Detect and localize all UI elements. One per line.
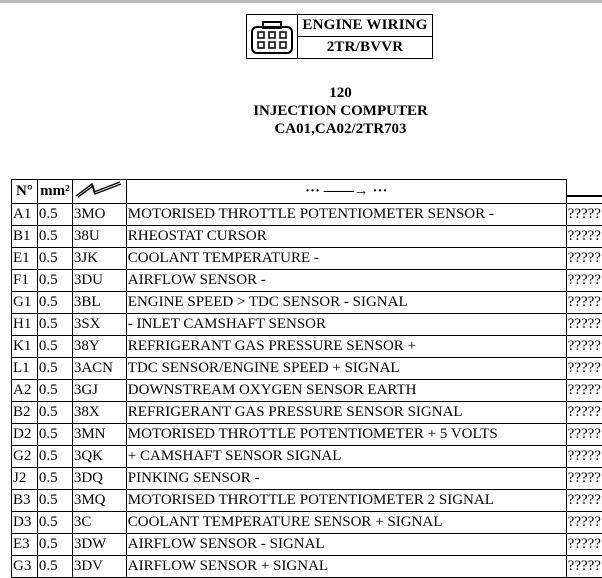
function-cell: REFRIGERANT GAS PRESSURE SENSOR SIGNAL [126,402,566,424]
function-cell: REFRIGERANT GAS PRESSURE SENSOR + [126,336,566,358]
wire-cell: 38Y [72,336,126,358]
col-header-function: ··· ——→ ··· [126,180,566,204]
function-cell: DOWNSTREAM OXYGEN SENSOR EARTH [126,380,566,402]
table-row [12,446,602,468]
function-cell: + CAMSHAFT SENSOR SIGNAL [126,446,566,468]
destination-cell: ????? [566,490,602,512]
wire-cell: 3QK [72,446,126,468]
function-cell: MOTORISED THROTTLE POTENTIOMETER SENSOR - [126,204,566,226]
destination-cell: ????? [566,292,602,314]
pin-cell: A2 [12,380,38,402]
table-row [12,512,602,534]
col-header-section: mm² [37,180,72,204]
section-cell: 0.5 [37,468,72,490]
destination-cell: ????? [566,446,602,468]
section-cell: 0.5 [37,380,72,402]
section-cell: 0.5 [37,402,72,424]
function-cell: AIRFLOW SENSOR - SIGNAL [126,534,566,556]
section-cell: 0.5 [37,446,72,468]
pin-cell: B3 [12,490,38,512]
pin-cell: E1 [12,248,38,270]
table-row [12,490,602,512]
table-row [12,226,602,248]
section-cell: 0.5 [37,292,72,314]
destination-cell: ????? [566,204,602,226]
table-row [12,556,602,578]
function-cell: MOTORISED THROTTLE POTENTIOMETER 2 SIGNAL [126,490,566,512]
function-cell: PINKING SENSOR - [126,468,566,490]
table-header-row [12,180,602,204]
pin-cell: G3 [12,556,38,578]
component-name: INJECTION COMPUTER [0,102,602,120]
table-row [12,534,602,556]
destination-cell: ????? [566,380,602,402]
table-row [12,314,602,336]
function-cell: MOTORISED THROTTLE POTENTIOMETER + 5 VOLTS [126,424,566,446]
wire-cell: 3MN [72,424,126,446]
wire-cell: 3DQ [72,468,126,490]
pin-cell: E3 [12,534,38,556]
pin-cell: A1 [12,204,38,226]
top-divider [0,0,602,3]
wire-cell: 3BL [72,292,126,314]
pin-cell: H1 [12,314,38,336]
section-cell: 0.5 [37,248,72,270]
col-header-destination [566,180,602,204]
pin-cell: D3 [12,512,38,534]
table-row [12,292,602,314]
table-row [12,424,602,446]
harness-code: 2TR/BVVR [298,37,432,58]
destination-cell: ????? [566,336,602,358]
destination-cell: ????? [566,402,602,424]
pin-cell: J2 [12,468,38,490]
pinout-table [11,179,602,578]
table-row [12,380,602,402]
pin-cell: L1 [12,358,38,380]
wire-cell: 3C [72,512,126,534]
wire-cell: 3ACN [72,358,126,380]
pin-cell: B2 [12,402,38,424]
pin-cell: F1 [12,270,38,292]
wire-cell: 3MQ [72,490,126,512]
table-row [12,358,602,380]
pin-cell: G1 [12,292,38,314]
destination-cell: ????? [566,270,602,292]
wire-cell: 38X [72,402,126,424]
component-number: 120 [0,84,602,102]
section-cell: 0.5 [37,358,72,380]
wire-cell: 3DW [72,534,126,556]
pin-cell: K1 [12,336,38,358]
table-row [12,336,602,358]
function-cell: AIRFLOW SENSOR + SIGNAL [126,556,566,578]
wire-cell: 3DV [72,556,126,578]
table-row [12,270,602,292]
destination-cell: ????? [566,358,602,380]
harness-title: ENGINE WIRING [298,15,432,37]
destination-cell: ????? [566,424,602,446]
col-header-pin: N° [12,180,38,204]
function-cell: AIRFLOW SENSOR - [126,270,566,292]
function-cell: ENGINE SPEED > TDC SENSOR - SIGNAL [126,292,566,314]
function-cell: TDC SENSOR/ENGINE SPEED + SIGNAL [126,358,566,380]
section-cell: 0.5 [37,204,72,226]
destination-cell: ????? [566,468,602,490]
destination-cell: ????? [566,248,602,270]
section-cell: 0.5 [37,226,72,248]
wire-cell: 3JK [72,248,126,270]
section-cell: 0.5 [37,424,72,446]
wire-cell: 3MO [72,204,126,226]
destination-cell: ????? [566,226,602,248]
wiring-header [246,14,433,59]
destination-cell: ????? [566,314,602,336]
wire-zigzag-icon [72,180,126,204]
connector-icon [247,15,298,58]
wire-cell: 3SX [72,314,126,336]
function-cell: COOLANT TEMPERATURE SENSOR + SIGNAL [126,512,566,534]
component-codes: CA01,CA02/2TR703 [0,120,602,138]
function-cell: - INLET CAMSHAFT SENSOR [126,314,566,336]
pin-cell: D2 [12,424,38,446]
pin-cell: B1 [12,226,38,248]
table-row [12,204,602,226]
wire-cell: 3GJ [72,380,126,402]
section-cell: 0.5 [37,490,72,512]
table-row [12,248,602,270]
section-cell: 0.5 [37,336,72,358]
function-cell: RHEOSTAT CURSOR [126,226,566,248]
wire-cell: 3DU [72,270,126,292]
destination-cell: ????? [566,534,602,556]
destination-cell: ????? [566,556,602,578]
function-cell: COOLANT TEMPERATURE - [126,248,566,270]
table-row [12,402,602,424]
section-cell: 0.5 [37,556,72,578]
table-row [12,468,602,490]
wire-cell: 38U [72,226,126,248]
destination-cell: ????? [566,512,602,534]
section-cell: 0.5 [37,512,72,534]
section-cell: 0.5 [37,314,72,336]
section-cell: 0.5 [37,534,72,556]
pin-cell: G2 [12,446,38,468]
section-cell: 0.5 [37,270,72,292]
